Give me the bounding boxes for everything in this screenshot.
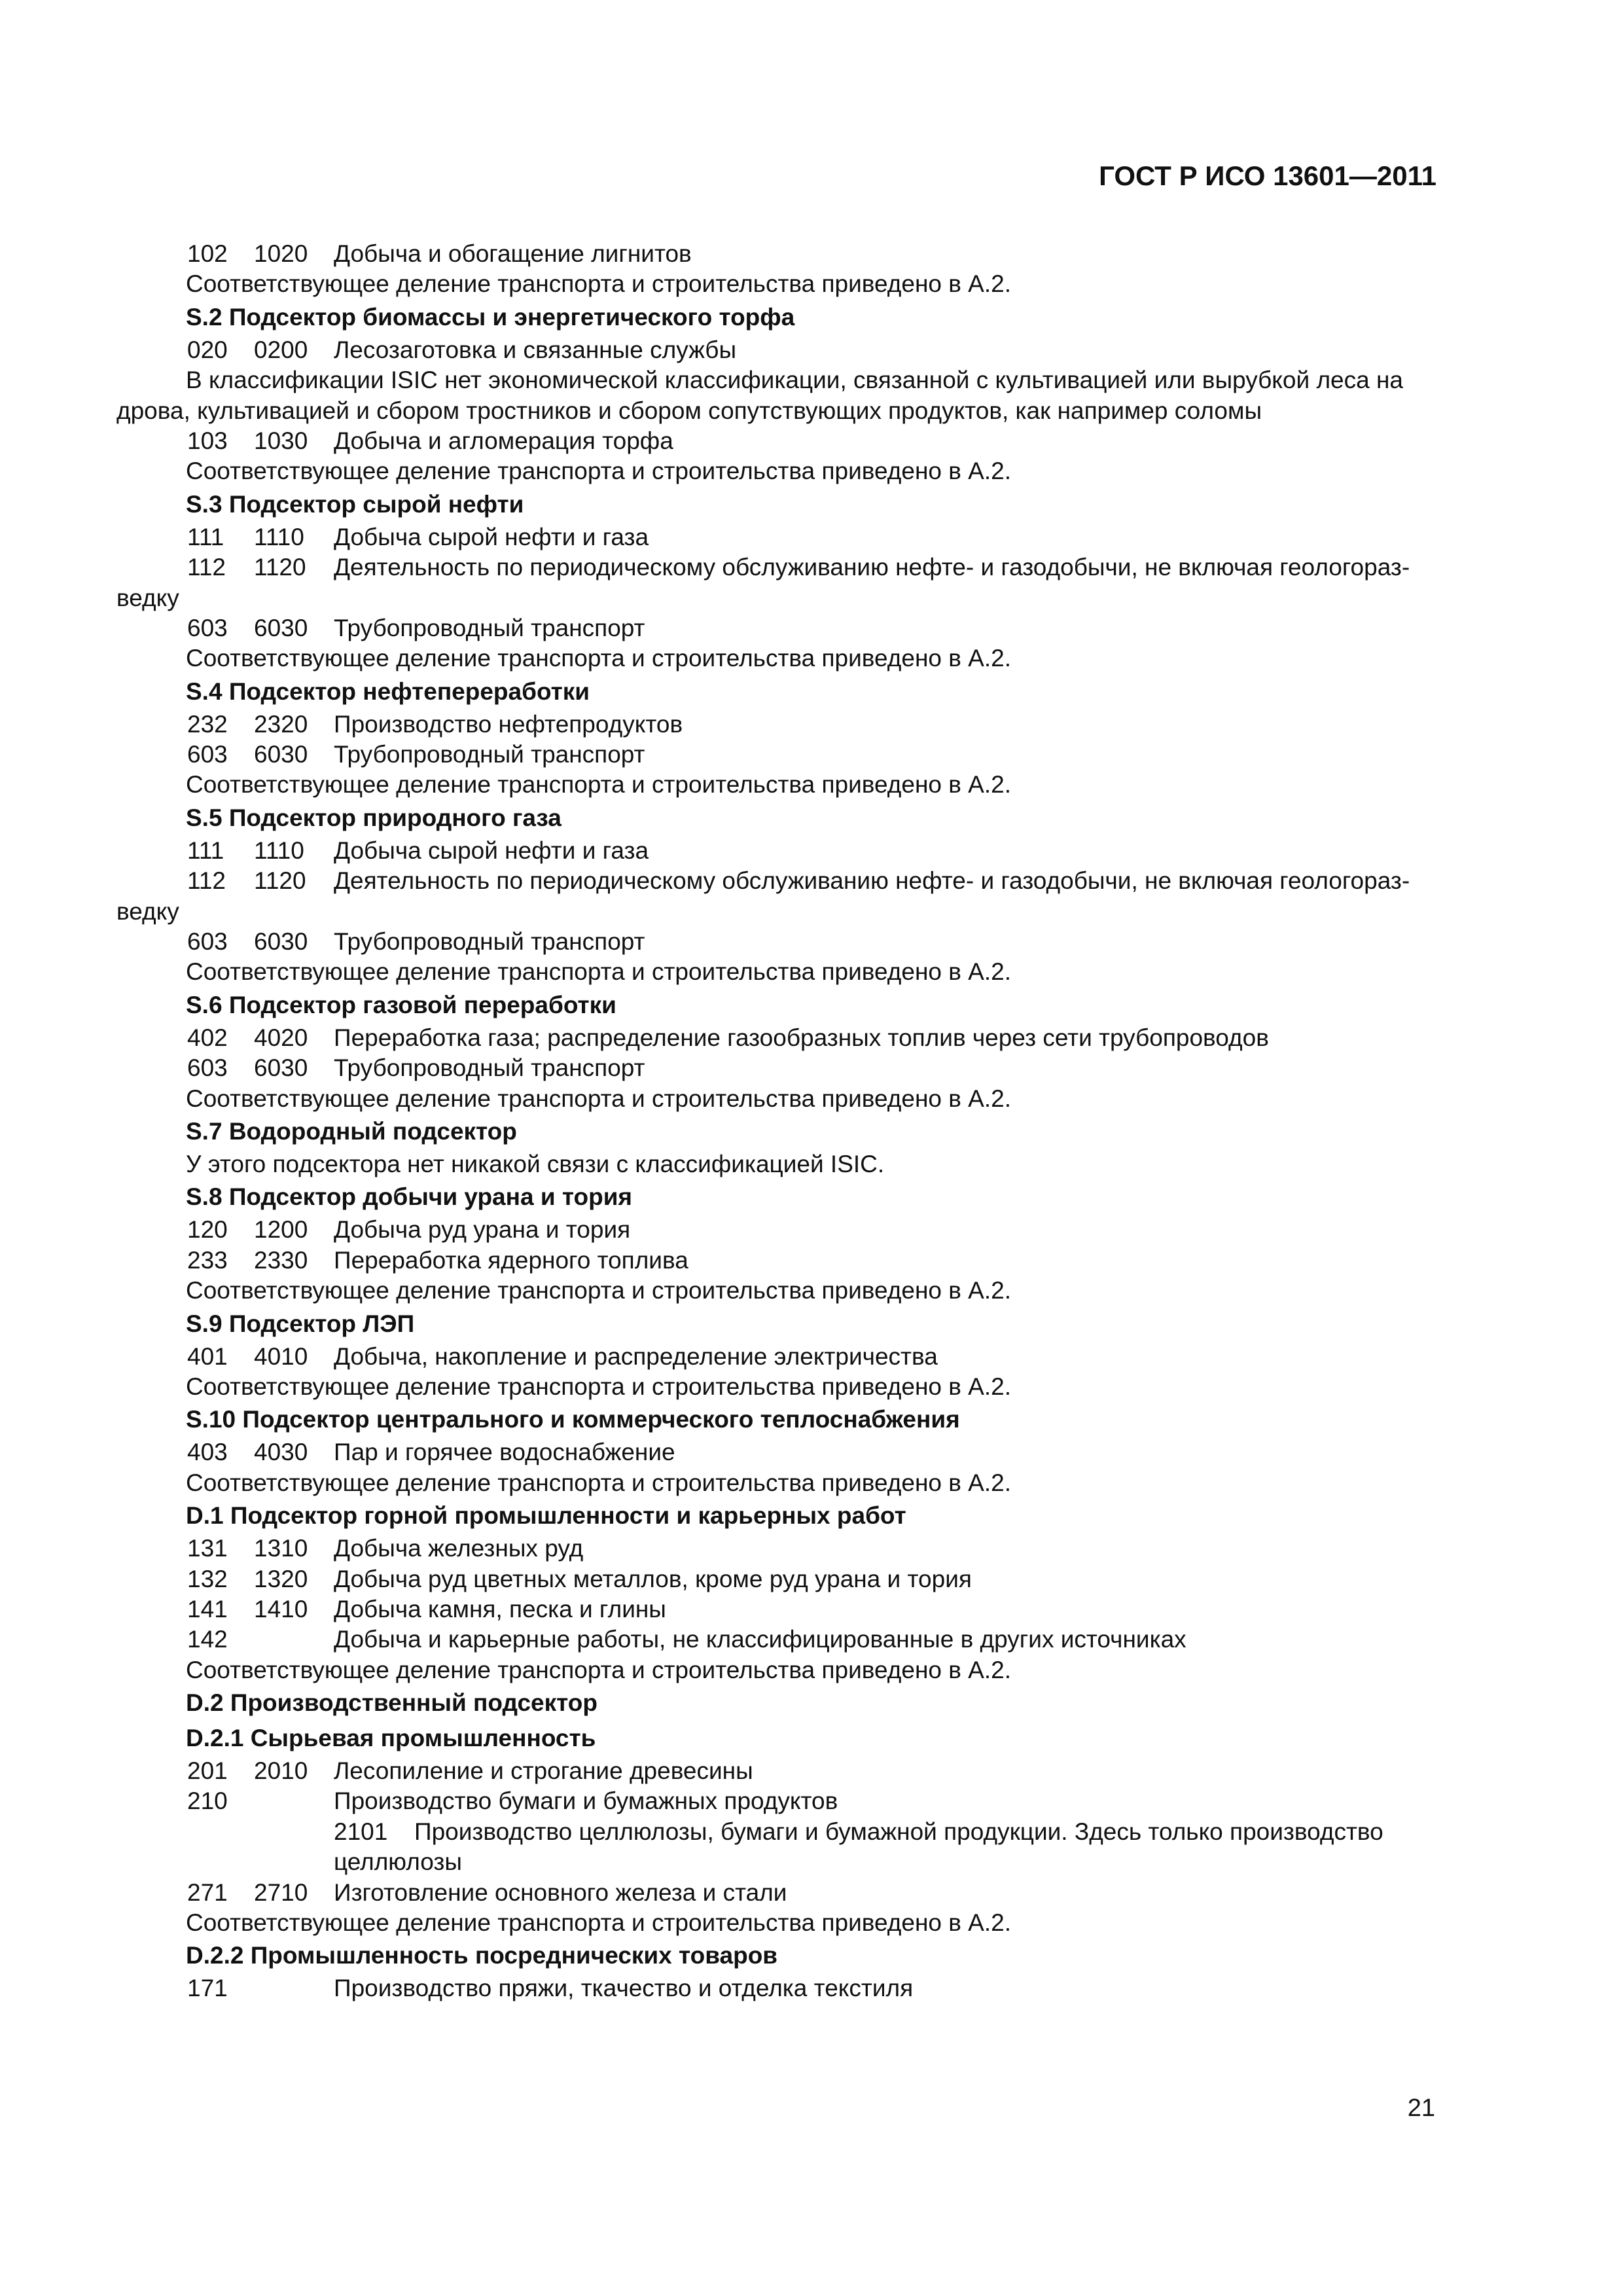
classification-entry <box>116 239 1445 269</box>
classification-entry <box>116 740 1445 770</box>
isic-code: 112 <box>187 554 226 581</box>
paragraph-line <box>116 365 1445 395</box>
classification-entry <box>116 1878 1445 1908</box>
section-heading <box>116 1498 1445 1534</box>
isic-code: 603 <box>187 1054 228 1082</box>
paragraph-text: ведку <box>116 584 179 611</box>
reference-note <box>116 1372 1445 1402</box>
isic-code: 132 <box>187 1565 228 1592</box>
class-code: 6030 <box>254 741 308 768</box>
entry-description: Лесопиление и строгание древесины <box>334 1757 753 1785</box>
section-heading <box>116 1938 1445 1973</box>
class-code: 1030 <box>254 427 308 454</box>
entry-description: Добыча руд урана и тория <box>334 1216 631 1244</box>
reference-note <box>116 1655 1445 1685</box>
note-text: Соответствующее деление транспорта и строительства приведено в А.2. <box>186 1469 1011 1496</box>
class-code: 6030 <box>254 614 308 641</box>
heading-text: D.1 Подсектор горной промышленности и карьерных работ <box>186 1502 906 1530</box>
isic-code: 131 <box>187 1535 228 1562</box>
reference-note <box>116 456 1445 486</box>
heading-text: S.4 Подсектор нефтепереработки <box>186 677 590 705</box>
entry-description: Добыча и агломерация торфа <box>334 427 673 454</box>
isic-code: 271 <box>187 1878 228 1906</box>
class-code: 2710 <box>254 1878 308 1906</box>
entry-description: Деятельность по периодическому обслуживанию нефте- и газодобычи, не включая геологораз- <box>334 554 1410 581</box>
heading-text: S.5 Подсектор природного газа <box>186 804 562 831</box>
isic-code: 603 <box>187 614 228 641</box>
isic-code: 112 <box>187 867 226 895</box>
section-heading <box>116 1306 1445 1342</box>
isic-code: 120 <box>187 1216 228 1244</box>
isic-code: 171 <box>187 1975 228 2002</box>
isic-code: 210 <box>187 1787 228 1815</box>
classification-entry <box>116 1624 1445 1655</box>
entry-description: Производство бумаги и бумажных продуктов <box>334 1787 838 1815</box>
class-code: 2320 <box>254 710 308 738</box>
reference-note <box>116 770 1445 800</box>
class-code: 1120 <box>254 554 306 581</box>
classification-entry <box>116 866 1445 896</box>
isic-code: 401 <box>187 1342 228 1370</box>
paragraph-text: У этого подсектора нет никакой связи с классификацией ISIC. <box>186 1150 885 1177</box>
entry-description: Добыча железных руд <box>334 1535 584 1562</box>
note-text: Соответствующее деление транспорта и строительства приведено в А.2. <box>186 1656 1011 1683</box>
entry-description: Пар и горячее водоснабжение <box>334 1439 675 1466</box>
note-text: Соответствующее деление транспорта и строительства приведено в А.2. <box>186 645 1011 672</box>
entry-description: Трубопроводный транспорт <box>334 1054 645 1082</box>
entry-description: Добыча камня, песка и глины <box>334 1595 666 1623</box>
section-heading <box>116 1114 1445 1149</box>
classification-entry <box>116 1594 1445 1624</box>
reference-note <box>116 1084 1445 1114</box>
class-code: 1410 <box>254 1595 308 1623</box>
isic-code: 142 <box>187 1626 228 1653</box>
entry-description: Переработка ядерного топлива <box>334 1246 688 1274</box>
reference-note <box>116 957 1445 987</box>
entry-description: Трубопроводный транспорт <box>334 614 645 641</box>
heading-text: D.2.1 Сырьевая промышленность <box>186 1725 596 1752</box>
isic-code: 141 <box>187 1595 228 1623</box>
isic-code: 402 <box>187 1024 228 1051</box>
paragraph-text: ведку <box>116 897 179 925</box>
isic-code: 201 <box>187 1757 228 1785</box>
heading-text: D.2 Производственный подсектор <box>186 1689 597 1717</box>
class-code: 2330 <box>254 1246 308 1274</box>
entry-description: Добыча сырой нефти и газа <box>334 523 649 550</box>
paragraph-text: В классификации ISIC нет экономической классификации, связанной с культивацией или вырубкой леса на <box>186 367 1403 394</box>
classification-entry <box>116 1786 1445 1816</box>
section-heading <box>116 300 1445 335</box>
document-header: ГОСТ Р ИСО 13601—2011 <box>1099 160 1436 191</box>
class-code: 1200 <box>254 1216 308 1244</box>
entry-description: Изготовление основного железа и стали <box>334 1878 787 1906</box>
entry-description: Добыча сырой нефти и газа <box>334 836 649 864</box>
entry-description: Переработка газа; распределение газообразных топлив через сети трубопроводов <box>334 1024 1269 1051</box>
isic-code: 603 <box>187 741 228 768</box>
class-code: 2010 <box>254 1757 308 1785</box>
entry-description: Лесозаготовка и связанные службы <box>334 336 737 363</box>
classification-entry <box>116 613 1445 643</box>
heading-text: S.6 Подсектор газовой переработки <box>186 991 616 1018</box>
isic-code: 603 <box>187 928 228 956</box>
note-text: Соответствующее деление транспорта и строительства приведено в А.2. <box>186 771 1011 798</box>
note-text: Соответствующее деление транспорта и строительства приведено в А.2. <box>186 270 1011 298</box>
isic-code: 102 <box>187 240 228 267</box>
note-text: Соответствующее деление транспорта и строительства приведено в А.2. <box>186 1085 1011 1112</box>
paragraph-text: дрова, культивацией и сбором тростников и сбором сопутствующих продуктов, как например соломы <box>116 397 1262 424</box>
classification-entry <box>116 1973 1445 2003</box>
entry-description: Трубопроводный транспорт <box>334 741 645 768</box>
class-code: 4020 <box>254 1024 308 1051</box>
class-code: 6030 <box>254 928 308 956</box>
entry-description: Трубопроводный транспорт <box>334 928 645 956</box>
isic-code: 232 <box>187 710 228 738</box>
section-heading <box>116 1721 1445 1756</box>
entry-description: Деятельность по периодическому обслуживанию нефте- и газодобычи, не включая геологораз- <box>334 867 1410 895</box>
isic-code: 233 <box>187 1246 228 1274</box>
heading-text: S.8 Подсектор добычи урана и тория <box>186 1183 633 1211</box>
section-heading <box>116 1179 1445 1215</box>
note-text: Соответствующее деление транспорта и строительства приведено в А.2. <box>186 1909 1011 1937</box>
reference-note <box>116 1908 1445 1938</box>
entry-description: Добыча и карьерные работы, не классифицированные в других источниках <box>334 1626 1186 1653</box>
classification-entry <box>116 552 1445 583</box>
subclass-code: 2101 <box>334 1818 388 1845</box>
classification-entry <box>116 522 1445 552</box>
classification-entry <box>116 1246 1445 1276</box>
reference-note <box>116 643 1445 673</box>
entry-description: Производство нефтепродуктов <box>334 710 683 738</box>
section-heading <box>116 487 1445 522</box>
class-code: 1110 <box>254 523 304 550</box>
classification-entry <box>116 927 1445 957</box>
classification-entry <box>116 709 1445 740</box>
reference-note <box>116 269 1445 299</box>
section-heading <box>116 674 1445 709</box>
entry-description: целлюлозы <box>334 1848 462 1876</box>
continuation-line <box>116 1847 1445 1877</box>
class-code: 1310 <box>254 1535 308 1562</box>
heading-text: S.3 Подсектор сырой нефти <box>186 490 524 518</box>
classification-entry <box>116 1053 1445 1083</box>
class-code: 0200 <box>254 336 308 363</box>
classification-entry <box>116 1215 1445 1245</box>
page-number: 21 <box>1407 2094 1435 2122</box>
entry-description: Добыча, накопление и распределение электричества <box>334 1342 938 1370</box>
class-code: 1120 <box>254 867 306 895</box>
heading-text: S.9 Подсектор ЛЭП <box>186 1310 415 1337</box>
classification-entry <box>116 1023 1445 1053</box>
class-code: 4010 <box>254 1342 308 1370</box>
section-heading <box>116 1402 1445 1437</box>
classification-entry <box>116 1564 1445 1594</box>
classification-entry <box>116 836 1445 866</box>
wrapped-line <box>116 396 1445 426</box>
section-heading <box>116 800 1445 836</box>
classification-entry <box>116 1756 1445 1786</box>
entry-description: Производство пряжи, ткачество и отделка текстиля <box>334 1975 914 2002</box>
heading-text: S.7 Водородный подсектор <box>186 1117 517 1145</box>
classification-entry <box>116 1534 1445 1564</box>
note-text: Соответствующее деление транспорта и строительства приведено в А.2. <box>186 1372 1011 1400</box>
entry-description: Добыча руд цветных металлов, кроме руд урана и тория <box>334 1565 972 1592</box>
wrapped-line <box>116 897 1445 927</box>
class-code: 1110 <box>254 836 304 864</box>
note-text: Соответствующее деление транспорта и строительства приведено в А.2. <box>186 1277 1011 1304</box>
wrapped-line <box>116 583 1445 613</box>
heading-text: S.10 Подсектор центрального и коммерческого теплоснабжения <box>186 1406 960 1433</box>
isic-code: 111 <box>187 523 224 550</box>
isic-code: 103 <box>187 427 228 454</box>
heading-text: D.2.2 Промышленность посреднических товаров <box>186 1942 778 1969</box>
class-code: 6030 <box>254 1054 308 1082</box>
isic-code: 111 <box>187 836 224 864</box>
classification-entry <box>116 335 1445 365</box>
classification-entry <box>116 426 1445 456</box>
note-text: Соответствующее деление транспорта и строительства приведено в А.2. <box>186 457 1011 485</box>
heading-text: S.2 Подсектор биомассы и энергетического торфа <box>186 303 795 331</box>
entry-description: Добыча и обогащение лигнитов <box>334 240 692 267</box>
classification-subentry <box>116 1817 1445 1847</box>
section-heading <box>116 1685 1445 1721</box>
classification-entry <box>116 1342 1445 1372</box>
note-text: Соответствующее деление транспорта и строительства приведено в А.2. <box>186 958 1011 986</box>
isic-code: 020 <box>187 336 228 363</box>
section-heading <box>116 988 1445 1023</box>
classification-entry <box>116 1437 1445 1467</box>
class-code: 4030 <box>254 1439 308 1466</box>
paragraph-line <box>116 1149 1445 1179</box>
reference-note <box>116 1276 1445 1306</box>
class-code: 1020 <box>254 240 308 267</box>
document-body <box>116 239 1445 2004</box>
class-code: 1320 <box>254 1565 308 1592</box>
reference-note <box>116 1468 1445 1498</box>
isic-code: 403 <box>187 1439 228 1466</box>
entry-description: Производство целлюлозы, бумаги и бумажной продукции. Здесь только производство <box>414 1818 1383 1845</box>
